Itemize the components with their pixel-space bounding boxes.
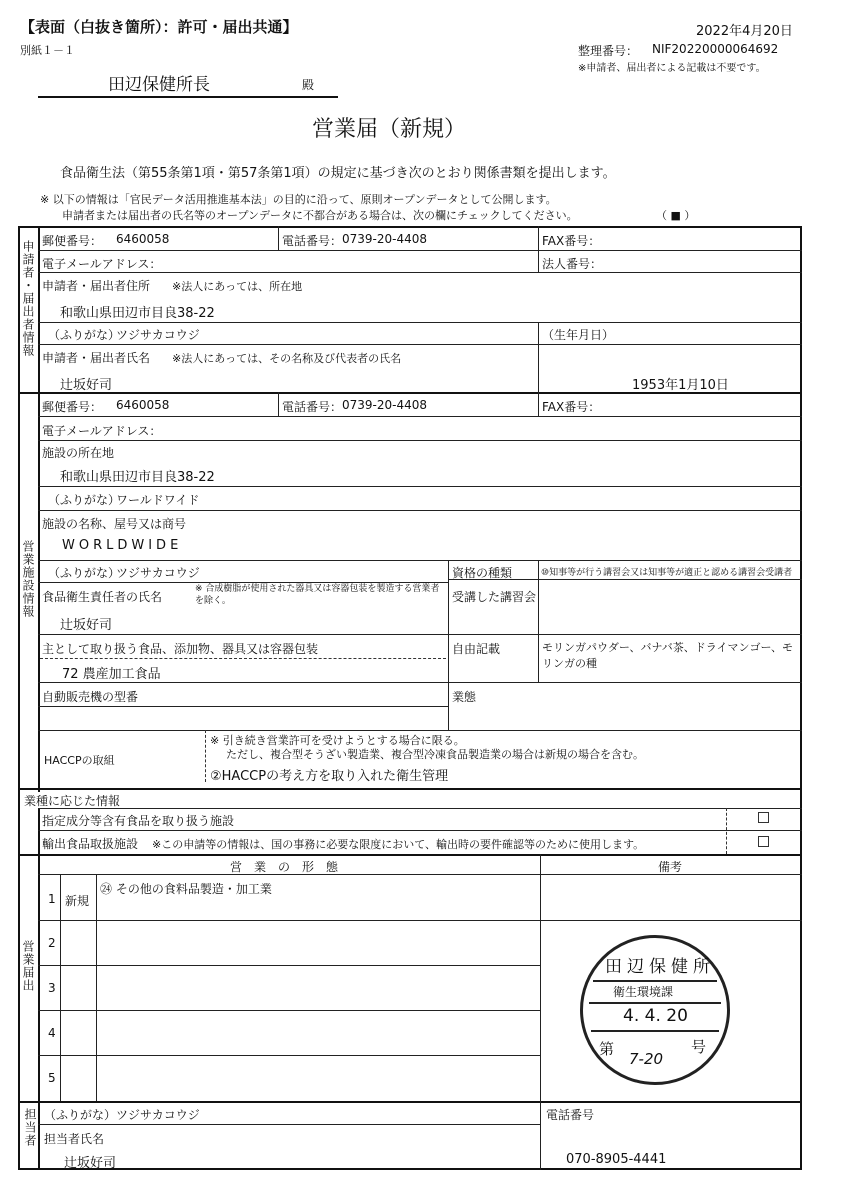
facility-name[interactable]: WORLDWIDE [62, 538, 183, 553]
facility-email-label: 電子メールアドレス： [42, 424, 162, 438]
row-2-number: 2 [48, 936, 56, 950]
applicant-address-note: ※法人にあっては、所在地 [172, 280, 303, 293]
reg-number-value: NIF20220000064692 [652, 42, 779, 56]
remarks-header: 備考 [658, 860, 683, 874]
haccp-label: HACCPの取組 [44, 754, 115, 767]
contact-furigana[interactable]: ツジサカコウジ [116, 1108, 200, 1122]
reg-note: ※申請者、届出者による記載は不要です。 [578, 63, 766, 74]
facility-phone[interactable]: 0739-20-4408 [342, 398, 428, 412]
applicant-section-label: 申請者・届出者情報 [21, 240, 35, 357]
contact-furigana-label: （ふりがな） [44, 1108, 117, 1122]
facility-furigana[interactable]: ワールドワイド [116, 493, 200, 507]
manager-note: ※ 合成樹脂が使用された器具又は容器包装を製造する営業者を除く。 [195, 584, 440, 606]
haccp-value[interactable]: ②HACCPの考え方を取り入れた衛生管理 [210, 769, 449, 784]
items-label: 主として取り扱う食品、添加物、器具又は容器包装 [42, 642, 319, 656]
addressee: 田辺保健所長 [108, 75, 210, 95]
row-1-number: 1 [48, 892, 56, 906]
vending-label: 自動販売機の型番 [42, 690, 139, 704]
facility-phone-label: 電話番号： [282, 400, 343, 414]
row-4-number: 4 [48, 1026, 56, 1040]
submission-date: 2022年4月20日 [696, 24, 793, 39]
applicant-corp-number-label: 法人番号： [542, 257, 603, 271]
manager-furigana[interactable]: ツジサカコウジ [116, 566, 200, 580]
applicant-phone[interactable]: 0739-20-4408 [342, 232, 428, 246]
facility-postal[interactable]: 6460058 [116, 398, 170, 412]
qualification-label: 資格の種類 [452, 566, 513, 580]
stamp-suffix: 号 [691, 1038, 707, 1056]
contact-phone-label: 電話番号 [546, 1108, 595, 1122]
applicant-name-note: ※法人にあっては、その名称及び代表者の氏名 [172, 352, 402, 365]
opendata-optout-checkbox[interactable]: （ ■ ） [656, 209, 696, 222]
manager-label: 食品衛生責任者の氏名 [42, 590, 163, 604]
applicant-phone-label: 電話番号： [282, 234, 343, 248]
applicant-furigana-label: （ふりがな） [48, 328, 121, 342]
stamp-date: 4. 4. 20 [623, 1006, 688, 1026]
business-form-header: 営 業 の 形 態 [230, 860, 339, 874]
items-value[interactable]: 72 農産加工食品 [62, 667, 161, 682]
contact-phone[interactable]: 070-8905-4441 [566, 1152, 667, 1167]
applicant-furigana[interactable]: ツジサカコウジ [116, 328, 200, 342]
contact-section-label: 担当者 [23, 1108, 37, 1147]
facility-furigana-label: （ふりがな） [48, 493, 121, 507]
page-title: 営業届（新規） [312, 117, 467, 142]
row-1-kind[interactable]: 新規 [65, 894, 90, 908]
facility-location[interactable]: 和歌山県田辺市目良38-22 [60, 470, 215, 485]
applicant-name[interactable]: 辻坂好司 [60, 378, 113, 393]
haccp-note-1: ※ 引き続き営業許可を受けようとする場合に限る。 [210, 734, 465, 747]
applicant-postal-label: 郵便番号： [42, 234, 103, 248]
applicant-name-label: 申請者・届出者氏名 [42, 351, 151, 365]
form-number: 別紙１－１ [20, 44, 75, 57]
applicant-fax-label: FAX番号： [542, 234, 601, 248]
free-entry-text[interactable]: モリンガパウダー、バナバ茶、ドライマンゴー、モリンガの種 [542, 641, 794, 670]
haccp-note-2: ただし、複合型そうざい製造業、複合型冷凍食品製造業の場合は新規の場合を含む。 [226, 748, 644, 761]
addressee-underline [38, 96, 338, 98]
applicant-address-label: 申請者・届出者住所 [42, 279, 151, 293]
stamp-prefix: 第 [599, 1040, 615, 1058]
stamp-office: 田辺保健所 [605, 957, 715, 977]
business-section-label: 営業届出 [21, 940, 35, 992]
export-facility-note: ※この申請等の情報は、国の事務に必要な限度において、輸出時の要件確認等のために使用します。 [152, 838, 645, 851]
intro-text: 食品衛生法（第55条第1項・第57条第1項）の規定に基づき次のとおり関係書類を提出します。 [60, 166, 616, 181]
facility-location-label: 施設の所在地 [42, 446, 115, 460]
contact-name-label: 担当者氏名 [44, 1132, 105, 1146]
facility-name-label: 施設の名称、屋号又は商号 [42, 517, 187, 531]
notice-line-2: 申請者または届出者の氏名等のオープンデータに不都合がある場合は、次の欄にチェックしてください。 [62, 209, 578, 222]
reg-number-label: 整理番号： [578, 44, 639, 58]
qualification-value[interactable]: ⑩知事等が行う講習会又は知事等が適正と認める講習会受講者 [541, 568, 793, 578]
facility-postal-label: 郵便番号： [42, 400, 103, 414]
manager-name[interactable]: 辻坂好司 [60, 618, 113, 633]
honorific: 殿 [302, 78, 315, 92]
designated-ingredient-checkbox[interactable] [758, 812, 769, 823]
designated-ingredient-label: 指定成分等含有食品を取り扱う施設 [42, 814, 235, 828]
row-5-number: 5 [48, 1071, 56, 1085]
contact-name[interactable]: 辻坂好司 [64, 1156, 117, 1171]
industry-info-label: 業種に応じた情報 [24, 794, 121, 808]
applicant-birth-date[interactable]: 1953年1月10日 [632, 378, 729, 393]
facility-section-label: 営業施設情報 [21, 540, 35, 618]
export-facility-checkbox[interactable] [758, 836, 769, 847]
form-type-label: 【表面（白抜き箇所）：許可・届出共通】 [20, 18, 298, 36]
applicant-birth-label: （生年月日） [542, 328, 615, 342]
manager-furigana-label: （ふりがな） [48, 566, 121, 580]
stamp-number: 7-20 [629, 1050, 664, 1068]
row-3-number: 3 [48, 981, 56, 995]
export-facility-label: 輸出食品取扱施設 [42, 837, 139, 851]
receipt-stamp [580, 935, 730, 1085]
facility-fax-label: FAX番号： [542, 400, 601, 414]
stamp-dept: 衛生環境課 [613, 985, 674, 999]
applicant-address[interactable]: 和歌山県田辺市目良38-22 [60, 306, 215, 321]
business-form-label: 業態 [452, 690, 477, 704]
applicant-postal[interactable]: 6460058 [116, 232, 170, 246]
free-entry-label: 自由記載 [452, 642, 501, 656]
course-label: 受講した講習会 [452, 590, 537, 604]
applicant-email-label: 電子メールアドレス： [42, 257, 162, 271]
row-1-type[interactable]: ㉔ その他の食料品製造・加工業 [100, 882, 272, 896]
notice-line-1: ※ 以下の情報は「官民データ活用推進基本法」の目的に沿って、原則オープンデータとして公開します。 [40, 193, 557, 206]
